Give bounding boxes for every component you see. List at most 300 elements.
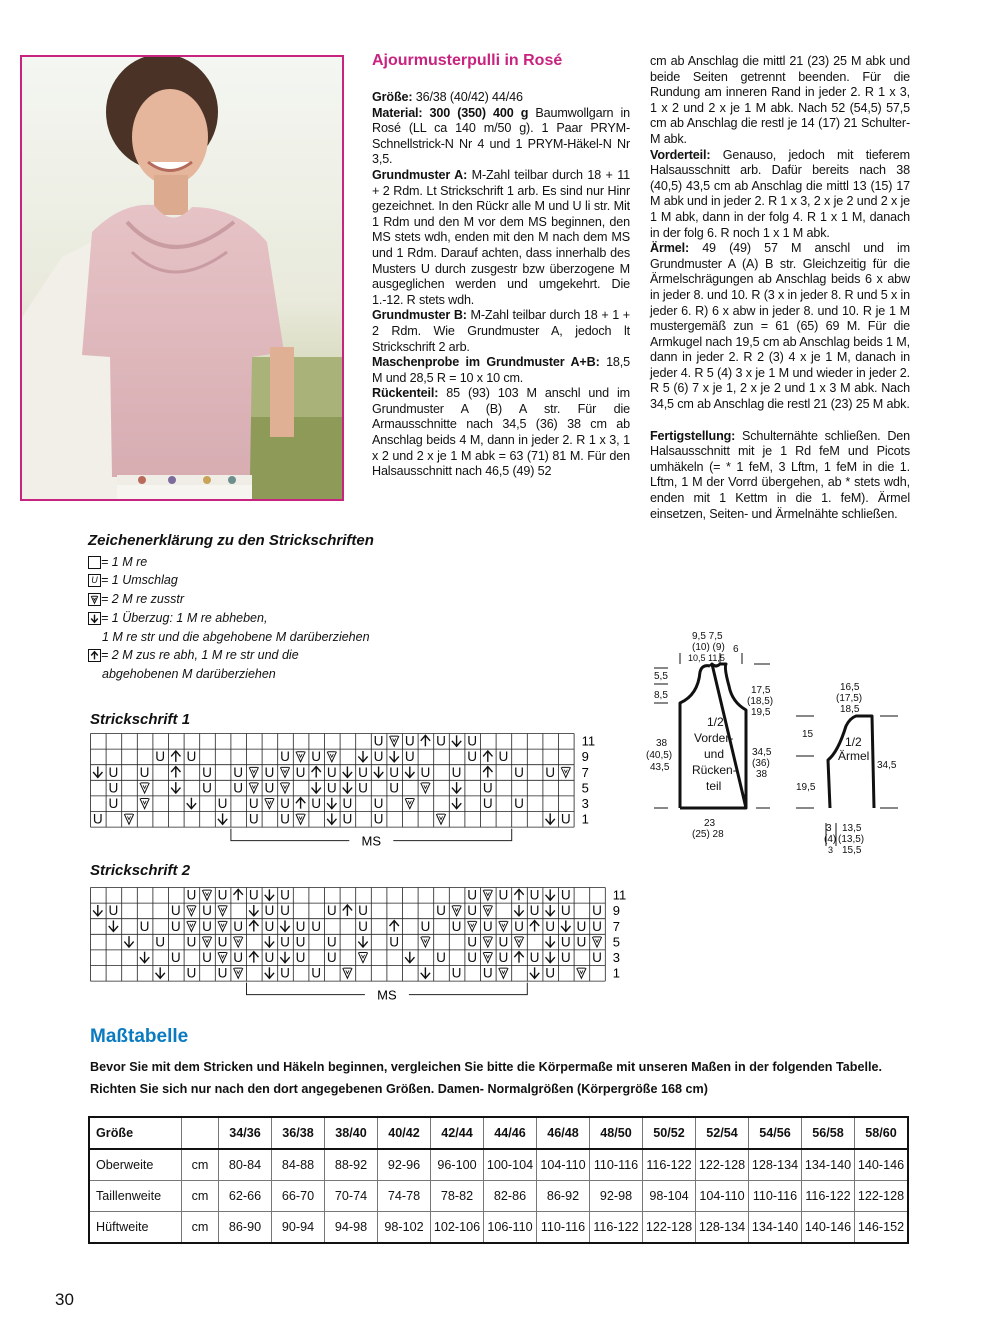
- chart-cell-symbol: [327, 765, 337, 780]
- chart-cell-symbol: [93, 767, 102, 778]
- ssk-symbol: [358, 751, 367, 762]
- chart-cell-symbol: [561, 888, 571, 903]
- yarn-over-symbol: U: [311, 796, 322, 811]
- chart-cell-symbol: [249, 796, 259, 811]
- chart-cell-symbol: [576, 934, 586, 949]
- size-table-title: Maßtabelle: [90, 1026, 189, 1047]
- chart-cell-symbol: [218, 953, 227, 963]
- paragraph-text: 18,5 M und 28,5 R = 10 x 10 cm.: [372, 355, 630, 385]
- yarn-over-symbol: U: [498, 934, 509, 950]
- yarn-over-symbol: U: [264, 780, 275, 796]
- chart-cell-symbol: [218, 966, 228, 981]
- chart-cell-symbol: [280, 952, 289, 963]
- yarn-over-symbol: U: [280, 887, 290, 903]
- chart-cell-symbol: [358, 919, 368, 934]
- yarn-over-symbol: U: [467, 749, 478, 765]
- column-header: 46/48: [537, 1117, 590, 1149]
- chart-cell-symbol: [218, 813, 227, 824]
- paragraph-heading: Material: 300 (350) 400 g: [372, 105, 529, 120]
- chart-cell-symbol: [312, 782, 321, 793]
- table-cell: 62-66: [219, 1181, 272, 1212]
- chart-cell-symbol: [249, 767, 258, 777]
- column-header: 36/38: [272, 1117, 325, 1149]
- column-header: Größe: [89, 1117, 182, 1149]
- yarn-over-symbol: U: [295, 950, 306, 965]
- intro-line-1: Bevor Sie mit dem Stricken und Häkeln beginnen, vergleichen Sie bitte die Körpermaße mit unseren Maßen in der folgenden Tabelle.: [90, 1060, 882, 1074]
- chart-cell-symbol: [311, 919, 321, 934]
- chart-cell-symbol: [280, 934, 290, 949]
- sch-neck2: 8,5: [654, 690, 668, 701]
- ssk-symbol: [452, 782, 461, 793]
- paragraph-heading: Ärmel:: [650, 241, 689, 256]
- chart-cell-symbol: [280, 966, 290, 981]
- chart-cell-symbol: [311, 966, 321, 981]
- yarn-over-symbol: U: [436, 950, 446, 965]
- chart-cell-symbol: [249, 952, 258, 963]
- chart-cell-symbol: [514, 952, 523, 963]
- chart-cell-symbol: [265, 967, 274, 978]
- ssk-symbol: [327, 798, 336, 809]
- yarn-over-symbol: U: [280, 934, 290, 950]
- yarn-over-symbol: U: [280, 903, 290, 919]
- chart-cell-symbol: [374, 749, 384, 764]
- ssk-symbol: [452, 798, 461, 809]
- chart-cell-symbol: [468, 921, 477, 931]
- chart-cell-symbol: [327, 780, 337, 795]
- chart-cell-symbol: [155, 749, 165, 764]
- yarn-over-symbol: U: [233, 918, 244, 934]
- chart-cell-symbol: [140, 952, 149, 963]
- chart2-title: Strickschrift 2: [90, 862, 191, 879]
- paragraph-heading: Vorderteil:: [650, 147, 711, 162]
- ssk-symbol: [343, 767, 352, 778]
- chart-cell-symbol: [265, 889, 274, 900]
- table-cell: 146-152: [855, 1212, 909, 1244]
- column-header: 52/54: [696, 1117, 749, 1149]
- ssk-symbol: [546, 813, 555, 824]
- legend-items: [88, 553, 418, 684]
- chart-row-label: 7: [581, 764, 589, 780]
- yarn-over-symbol: U: [233, 950, 244, 965]
- yarn-over-symbol: U: [217, 796, 228, 811]
- yarn-over-symbol: U: [389, 764, 400, 780]
- col2-paragraph: [650, 241, 910, 413]
- sch-top3: 10,5 11,5: [688, 653, 725, 663]
- chart-cell-symbol: [233, 780, 243, 795]
- yarn-over-symbol: U: [202, 764, 212, 780]
- paragraph-heading: Maschenprobe im Grundmuster A+B:: [372, 355, 600, 370]
- chart-cell-symbol: [108, 780, 118, 795]
- table-cell: 102-106: [431, 1212, 484, 1244]
- empty-square-icon: [88, 556, 101, 569]
- chart-cell-symbol: [499, 968, 508, 978]
- legend-text: = 1 Überzug: 1 M re abheben,: [101, 610, 268, 625]
- table-cell: 116-122: [590, 1212, 643, 1244]
- chart-cell-symbol: [234, 889, 243, 900]
- chart-cell-symbol: [483, 906, 492, 916]
- legend-item: [88, 571, 418, 590]
- sl-b1a: 3: [826, 823, 832, 834]
- double-decrease-symbol: [91, 652, 98, 660]
- chart-cell-symbol: [405, 952, 414, 963]
- yarn-over-symbol: U: [560, 934, 571, 950]
- chart-cell-symbol: [280, 888, 290, 903]
- column-header: 40/42: [378, 1117, 431, 1149]
- repeat-label: MS: [361, 833, 382, 849]
- chart-cell-symbol: [327, 950, 337, 965]
- chart-cell-symbol: [577, 968, 586, 978]
- chart-cell-symbol: [140, 919, 150, 934]
- chart-cell-symbol: [234, 968, 243, 978]
- table-cell: cm: [182, 1149, 219, 1181]
- chart-cell-symbol: [155, 934, 165, 949]
- yarn-over-symbol: U: [248, 887, 259, 903]
- yarn-over-symbol: U: [342, 796, 353, 811]
- chart-grid: [91, 734, 575, 828]
- chart-cell-symbol: [421, 937, 430, 947]
- chart-cell-symbol: [218, 796, 228, 811]
- yarn-over-symbol: U: [108, 780, 119, 796]
- yarn-over-symbol: U: [295, 934, 306, 950]
- chart-cell-symbol: [546, 936, 555, 947]
- yarn-over-symbol: U: [451, 764, 462, 780]
- repeat-label: MS: [377, 987, 397, 1003]
- chart-cell-symbol: [546, 952, 555, 963]
- chart-cell-symbol: [358, 936, 367, 947]
- chart-cell-symbol: [265, 799, 274, 809]
- chart-cell-symbol: [436, 950, 446, 965]
- chart-cell-symbol: [93, 905, 102, 916]
- paragraph-heading: Grundmuster B:: [372, 308, 467, 323]
- table-cell: 110-116: [590, 1149, 643, 1181]
- chart-cell-symbol: [358, 765, 368, 780]
- page-number: 30: [55, 1290, 74, 1309]
- chart-grid: [91, 888, 606, 982]
- chart-cell-symbol: [483, 966, 493, 981]
- sl-label2: Ärmel: [838, 749, 870, 763]
- ssk-symbol: [124, 936, 133, 947]
- chart-cell-symbol: [530, 921, 539, 932]
- yarn-over-symbol: U: [92, 811, 103, 827]
- yarn-over-symbol: U: [342, 811, 353, 827]
- paragraph-heading: Fertigstellung:: [650, 428, 736, 443]
- ssk-symbol: [265, 936, 274, 947]
- yarn-over-symbol: U: [108, 796, 119, 811]
- chart-cell-symbol: [187, 906, 196, 916]
- ssk-symbol: [390, 751, 399, 762]
- chart-cell-symbol: [342, 796, 352, 811]
- yarn-over-symbol: U: [451, 918, 462, 934]
- chart-cell-symbol: [124, 814, 133, 824]
- chart-cell-symbol: [420, 919, 430, 934]
- chart-cell-symbol: [140, 799, 149, 809]
- chart-cell-symbol: [452, 906, 461, 916]
- double-decrease-symbol: [483, 751, 492, 762]
- yarn-over-symbol: U: [436, 733, 446, 749]
- chart-cell-symbol: [452, 798, 461, 809]
- chart-cell-symbol: [452, 966, 462, 981]
- sch-neck1: 5,5: [654, 671, 668, 682]
- table-cell: 122-128: [855, 1181, 909, 1212]
- chart-cell-symbol: [264, 903, 274, 918]
- chart-cell-symbol: [452, 765, 462, 780]
- chart-cell-symbol: [467, 903, 477, 918]
- chart-cell-symbol: [514, 796, 524, 811]
- chart-cell-symbol: [280, 749, 290, 764]
- chart-cell-symbol: [499, 921, 508, 931]
- chart-cell-symbol: [233, 919, 243, 934]
- chart-cell-symbol: [249, 812, 259, 827]
- ssk-symbol: [343, 782, 352, 793]
- chart-cell-symbol: [546, 889, 555, 900]
- yarn-over-symbol: U: [202, 918, 212, 934]
- chart-cell-symbol: [202, 950, 212, 965]
- yarn-over-symbol: U: [170, 918, 181, 934]
- chart-cell-symbol: [171, 767, 180, 778]
- col1-paragraph: [372, 168, 630, 308]
- chart-cell-symbol: [202, 780, 212, 795]
- legend-title: Zeichenerklärung zu den Strickschriften: [88, 532, 374, 549]
- chart-cell-symbol: [483, 937, 492, 947]
- chart-cell-symbol: [514, 937, 523, 947]
- column-header: 48/50: [590, 1117, 643, 1149]
- chart-cell-symbol: [561, 950, 571, 965]
- paragraph-text: 85 (93) 103 M anschl und im Grundmuster A (B) A str. Für die Armausschnitte nach 34,5 (36) 38 cm ab Anschlag beids 4 M, dann in jeder 2. R 1 x 3, 1 x 2 und 2 x je 1 M abk = 63 (71) 81 M. Für den Halsausschnitt nach 46,5 (49) 52: [372, 386, 630, 479]
- chart-cell-symbol: [233, 765, 243, 780]
- chart-legend: [88, 532, 418, 684]
- yarn-over-symbol: U: [373, 796, 384, 811]
- table-cell: 106-110: [484, 1212, 537, 1244]
- sl-label1: 1/2: [845, 735, 862, 749]
- yarn-over-symbol: U: [545, 764, 556, 780]
- ssk-symbol: [530, 967, 539, 978]
- chart-cell-symbol: [171, 903, 181, 918]
- chart-cell-symbol: [296, 934, 306, 949]
- yarn-over-symbol: U: [108, 764, 119, 780]
- double-decrease-symbol: [249, 952, 258, 963]
- chart-row-label: 3: [581, 796, 589, 811]
- table-cell: 140-146: [802, 1212, 855, 1244]
- size-table-intro: [90, 1056, 920, 1100]
- yarn-over-symbol: U: [217, 934, 228, 950]
- chart-row-label: 7: [612, 918, 621, 934]
- yarn-over-symbol: U: [233, 764, 244, 780]
- table-cell: 134-140: [802, 1149, 855, 1181]
- chart-cell-symbol: [264, 765, 274, 780]
- chart-row-label: 11: [581, 733, 596, 749]
- ssk-symbol: [187, 798, 196, 809]
- chart-cell-symbol: [93, 812, 103, 827]
- chart-cell-symbol: [545, 765, 555, 780]
- chart-cell-symbol: [249, 921, 258, 932]
- table-row: [89, 1212, 908, 1244]
- chart-row-label: 1: [581, 811, 589, 827]
- yarn-over-symbol: U: [264, 950, 275, 965]
- chart-cell-symbol: [483, 953, 492, 963]
- yarn-over-symbol: U: [529, 950, 540, 965]
- sch-label3: und: [704, 747, 725, 761]
- double-decrease-symbol: [421, 735, 430, 746]
- yarn-over-symbol: U: [248, 796, 259, 811]
- chart-cell-symbol: [498, 934, 508, 949]
- chart-cell-symbol: [530, 967, 539, 978]
- chart-row-label: 5: [612, 934, 621, 950]
- sch-h3: 43,5: [650, 762, 670, 773]
- chart-cell-symbol: [171, 950, 181, 965]
- ssk-symbol: [109, 921, 118, 932]
- chart-cell-symbol: [420, 765, 430, 780]
- chart-cell-symbol: [156, 967, 165, 978]
- table-cell: 98-102: [378, 1212, 431, 1244]
- table-cell: Taillenweite: [89, 1181, 182, 1212]
- chart-row-label: 3: [612, 950, 621, 965]
- chart-cell-symbol: [514, 905, 523, 916]
- table-cell: 100-104: [484, 1149, 537, 1181]
- sleeve-schematic: [790, 680, 910, 860]
- chart-cell-symbol: [342, 812, 352, 827]
- yarn-over-symbol: U: [311, 749, 322, 765]
- chart-cell-symbol: [343, 767, 352, 778]
- yarn-over-symbol: U: [404, 733, 415, 749]
- ssk-symbol: [140, 952, 149, 963]
- chart-cell-symbol: [358, 953, 367, 963]
- sch-side2: (36): [752, 758, 770, 769]
- chart-cell-symbol: [561, 934, 571, 949]
- ssk-symbol: [265, 889, 274, 900]
- col1-paragraph: [372, 355, 630, 386]
- chart-cell-symbol: [467, 934, 477, 949]
- chart-cell-symbol: [187, 798, 196, 809]
- chart-cell-symbol: [171, 919, 181, 934]
- yarn-over-symbol: U: [373, 749, 384, 765]
- table-cell: cm: [182, 1212, 219, 1244]
- table-cell: cm: [182, 1181, 219, 1212]
- legend-text: = 1 Umschlag: [101, 573, 178, 588]
- yarn-over-symbol: U: [560, 903, 571, 919]
- sch-side1: 34,5: [752, 747, 772, 758]
- yarn-over-symbol: U: [560, 950, 571, 965]
- ssk-symbol: [546, 905, 555, 916]
- legend-text: = 1 M re: [101, 554, 148, 569]
- table-cell: 86-90: [219, 1212, 272, 1244]
- chart-cell-symbol: [389, 934, 399, 949]
- yarn-over-symbol: U: [170, 903, 181, 919]
- chart-cell-symbol: [264, 919, 274, 934]
- chart-cell-symbol: [327, 903, 337, 918]
- chart-cell-symbol: [405, 734, 415, 749]
- chart-cell-symbol: [280, 767, 289, 777]
- chart-cell-symbol: [249, 783, 258, 793]
- yarn-over-symbol: U: [358, 764, 368, 780]
- chart-cell-symbol: [390, 736, 399, 746]
- yarn-over-symbol: U: [482, 918, 493, 934]
- sch-top-right: 6: [733, 644, 739, 655]
- double-decrease-symbol: [296, 798, 305, 809]
- sch-h2: (40,5): [646, 750, 673, 761]
- yarn-over-symbol: U: [420, 918, 431, 934]
- ssk-symbol: [171, 782, 180, 793]
- table-cell: 110-116: [537, 1212, 590, 1244]
- ssk-symbol: [249, 905, 258, 916]
- sl-top2: (17,5): [836, 693, 863, 704]
- ssk-symbol: [546, 889, 555, 900]
- yarn-over-symbol: U: [139, 918, 150, 934]
- chart-cell-symbol: [296, 950, 306, 965]
- chart-cell-symbol: [280, 921, 289, 932]
- chart-cell-symbol: [498, 950, 508, 965]
- chart-cell-symbol: [561, 812, 571, 827]
- table-cell: 80-84: [219, 1149, 272, 1181]
- chart-cell-symbol: [202, 937, 211, 947]
- chart-cell-symbol: [514, 765, 524, 780]
- yarn-over-symbol: U: [482, 965, 493, 981]
- chart-cell-symbol: [421, 967, 430, 978]
- yarn-over-symbol: U: [560, 887, 571, 903]
- table-cell: 104-110: [537, 1149, 590, 1181]
- chart-cell-symbol: [389, 780, 399, 795]
- legend-text-continued: abgehobenen M darüberziehen: [102, 666, 276, 681]
- table-cell: 122-128: [696, 1149, 749, 1181]
- chart-cell-symbol: [311, 796, 321, 811]
- instructions-column-1: [372, 90, 630, 480]
- yarn-over-symbol: U: [389, 934, 400, 950]
- paragraph-text: Baumwollgarn in Rosé (LL ca 140 m/50 g). 1 Paar PRYM-Schnellstrick-N Nr 4 und 1 PRYM-Häkel-N Nr 3,5.: [372, 105, 630, 167]
- sch-bottom1: 23: [704, 818, 716, 829]
- table-cell: 78-82: [431, 1181, 484, 1212]
- chart-cell-symbol: [343, 905, 352, 916]
- chart-cell-symbol: [498, 749, 508, 764]
- chart-cell-symbol: [327, 752, 336, 762]
- chart-cell-symbol: [327, 813, 336, 824]
- legend-text: = 2 M re zusstr: [101, 592, 185, 607]
- legend-item: [88, 553, 418, 572]
- chart-cell-symbol: [234, 937, 243, 947]
- ssk-symbol: [405, 767, 414, 778]
- table-cell: 74-78: [378, 1181, 431, 1212]
- column-header: 54/56: [749, 1117, 802, 1149]
- chart-cell-symbol: [358, 903, 368, 918]
- ssk-symbol: [265, 967, 274, 978]
- chart-cell-symbol: [483, 890, 492, 900]
- sl-b3a: 3: [828, 845, 834, 855]
- chart-cell-symbol: [483, 796, 493, 811]
- chart-cell-symbol: [405, 749, 415, 764]
- chart-cell-symbol: [296, 798, 305, 809]
- chart-cell-symbol: [530, 888, 540, 903]
- double-decrease-symbol: [514, 952, 523, 963]
- chart-cell-symbol: [545, 919, 555, 934]
- sl-top3: 18,5: [840, 704, 860, 715]
- table-cell: 116-122: [802, 1181, 855, 1212]
- chart-cell-symbol: [467, 749, 477, 764]
- chart-cell-symbol: [296, 752, 305, 762]
- table-row: [89, 1149, 908, 1181]
- yarn-over-symbol: U: [202, 903, 212, 919]
- yarn-over-symbol: U: [108, 903, 119, 919]
- chart-cell-symbol: [514, 919, 524, 934]
- chart-cell-symbol: [108, 796, 118, 811]
- paragraph-heading: Grundmuster A:: [372, 167, 468, 182]
- sch-label4: Rücken-: [692, 763, 737, 777]
- chart-cell-symbol: [374, 767, 383, 778]
- intro-line-2: Richten Sie sich nur nach den dort angegebenen Größen. Damen- Normalgrößen (Körpergröße 168 cm): [90, 1082, 708, 1096]
- double-decrease-symbol: [312, 767, 321, 778]
- table-cell: 110-116: [749, 1181, 802, 1212]
- ssk-symbol: [514, 905, 523, 916]
- chart-cell-symbol: [405, 799, 414, 809]
- chart-cell-symbol: [374, 796, 384, 811]
- ssk-symbol: [421, 967, 430, 978]
